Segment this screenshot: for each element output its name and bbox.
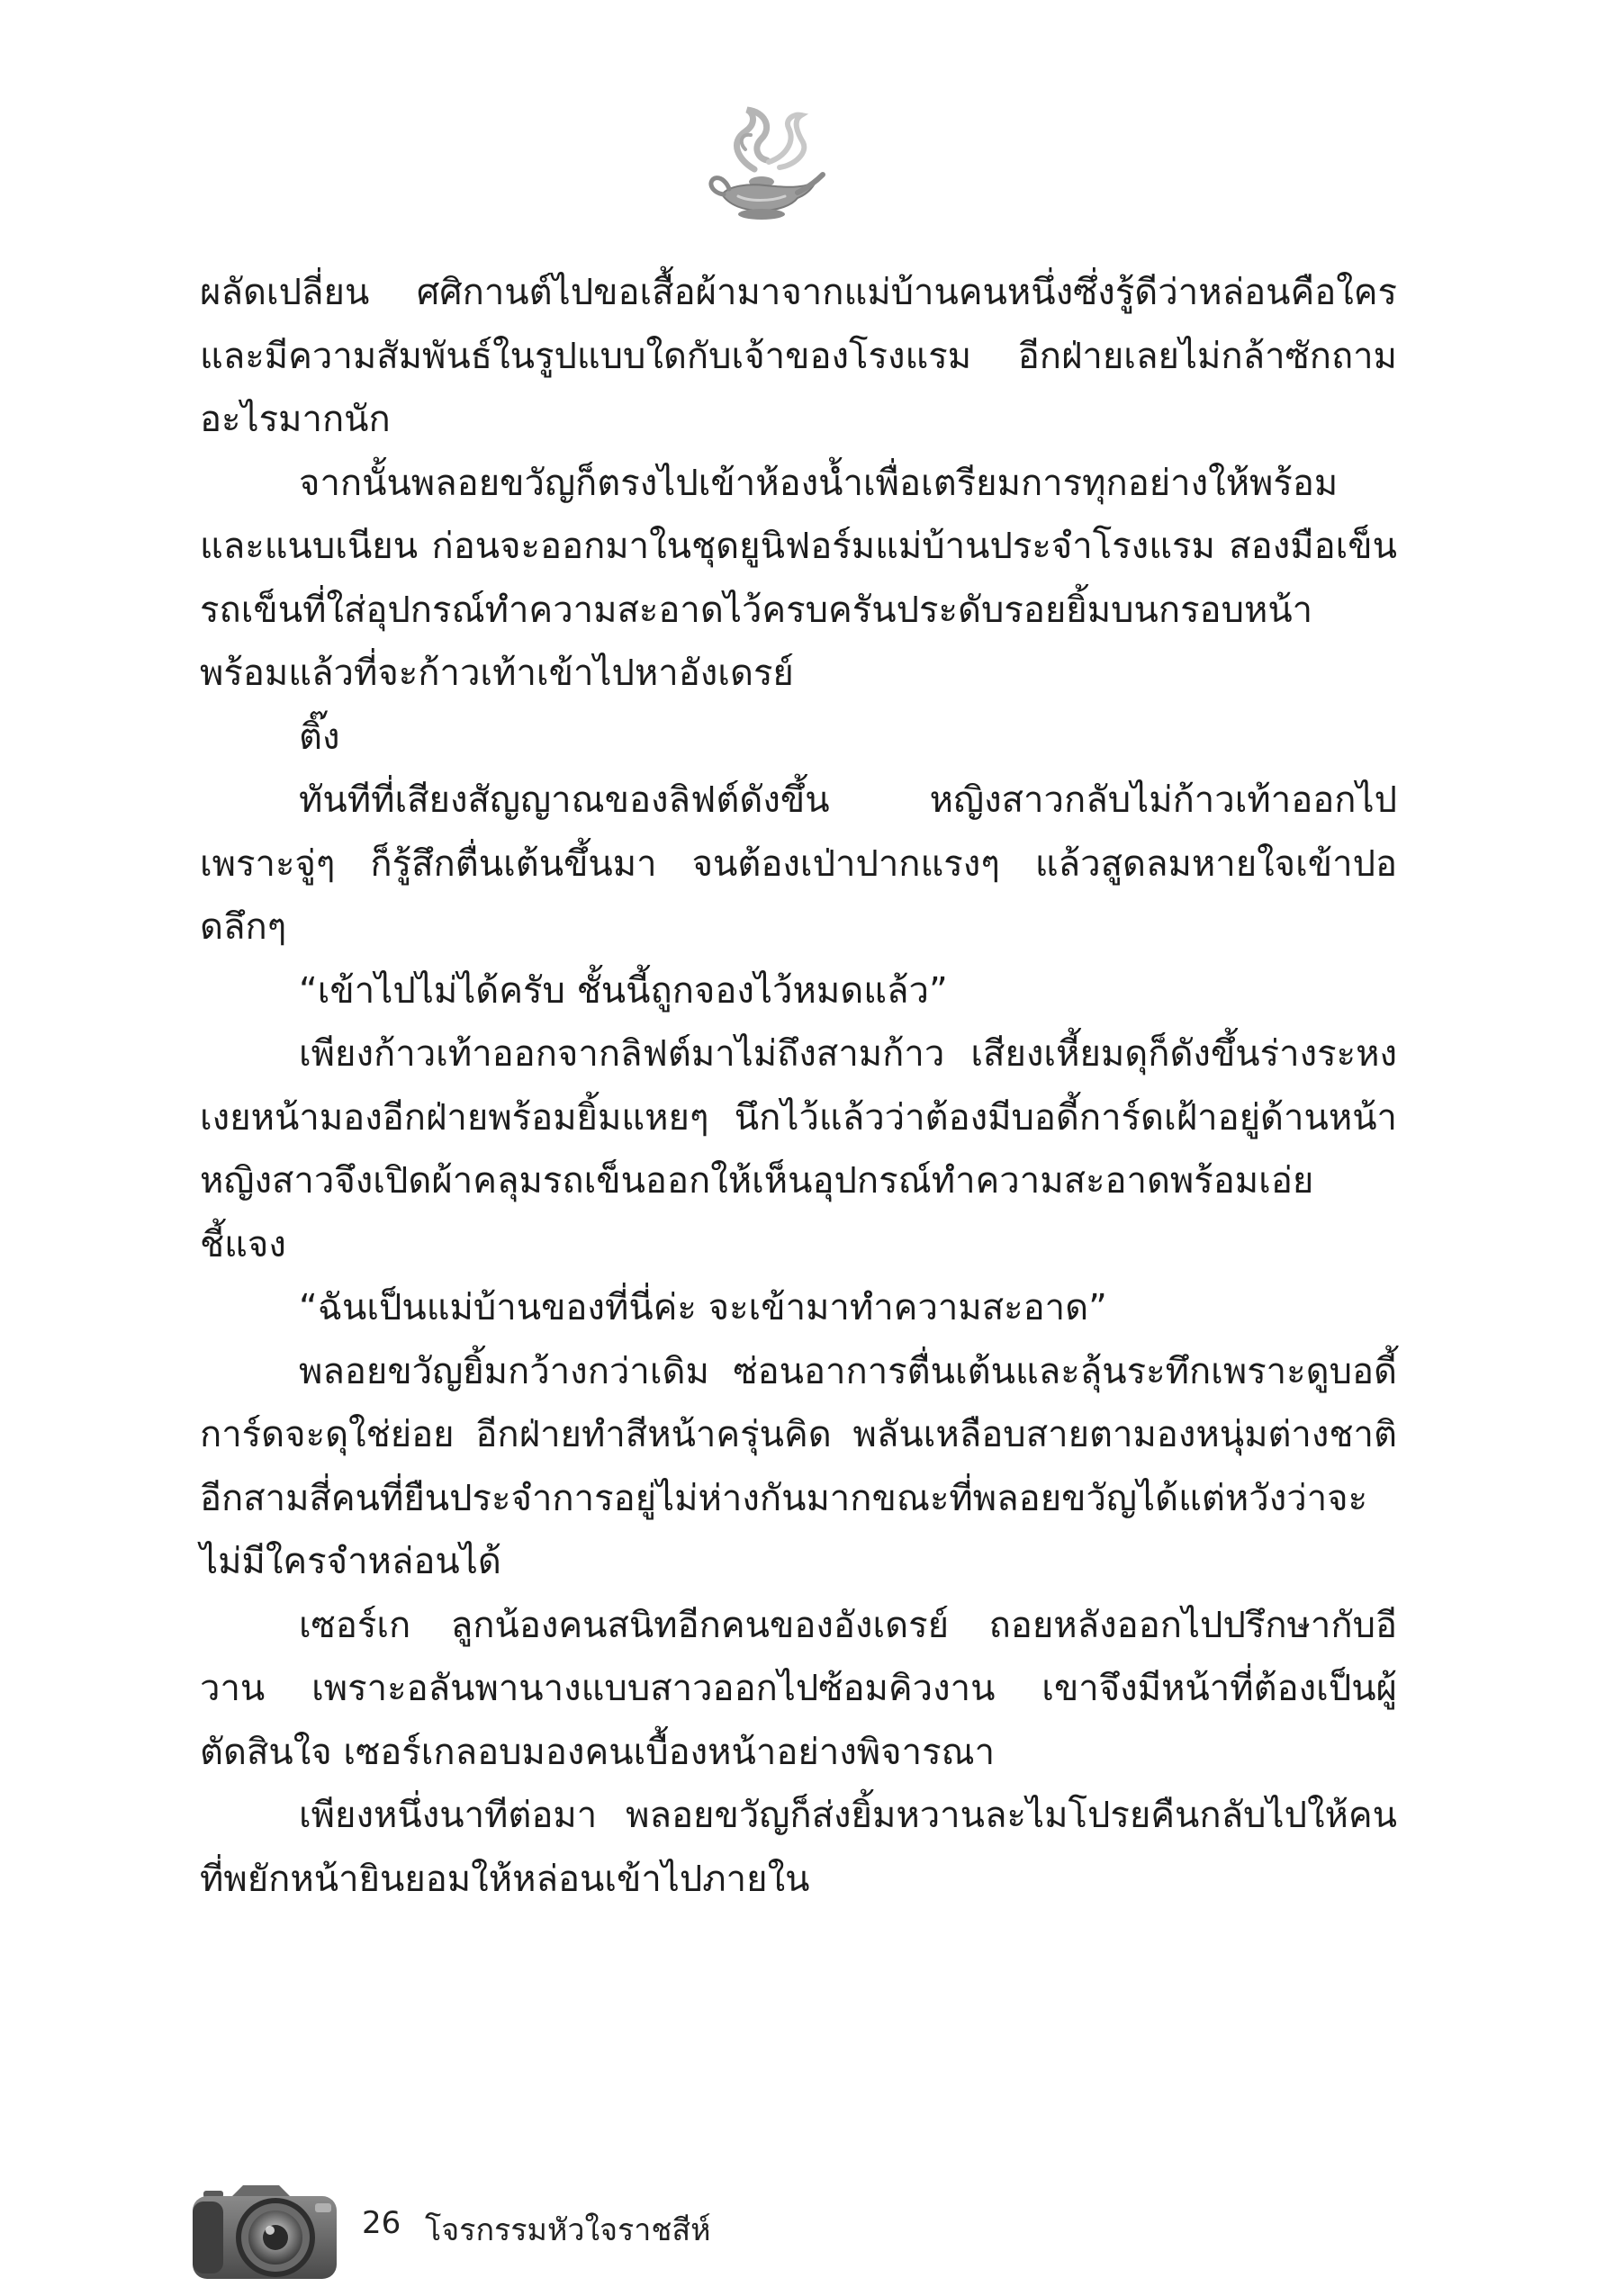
paragraph: เซอร์เก ลูกน้องคนสนิทอีกคนของอังเดรย์ ถอยหลังออกไปปรึกษากับอีวาน เพราะอลันพานางแบบสาวออกไปซ้อมคิวงาน เขาจึงมีหน้าที่ต้องเป็นผู้ตัดสินใจ เซอร์เกลอบมองคนเบื้องหน้าอย่างพิจารณา bbox=[200, 1604, 1397, 1773]
book-title: โจรกรรมหัวใจราชสีห์ bbox=[425, 2212, 711, 2248]
paragraph: เพียงก้าวเท้าออกจากลิฟต์มาไม่ถึงสามก้าว เสียงเหี้ยมดุก็ดังขึ้นร่างระหงเงยหน้ามองอีกฝ่ายพร้อมยิ้มแหยๆ นึกไว้แล้วว่าต้องมีบอดี้การ์ดเฝ้าอยู่ด้านหน้า หญิงสาวจึงเปิดผ้าคลุมรถเข็นออกให้เห็นอุปกรณ์ทำความสะอาดพร้อมเอ่ยชี้แจง bbox=[200, 1033, 1397, 1265]
body-text bbox=[200, 261, 1397, 1911]
paragraph: ทันทีที่เสียงสัญญาณของลิฟต์ดังขึ้น หญิงสาวกลับไม่ก้าวเท้าออกไป เพราะจู่ๆ ก็รู้สึกตื่นเต้นขึ้นมา จนต้องเป่าปากแรงๆ แล้วสูดลมหายใจเข้าปอดลึกๆ bbox=[200, 779, 1397, 948]
paragraph: จากนั้นพลอยขวัญก็ตรงไปเข้าห้องน้ำเพื่อเตรียมการทุกอย่างให้พร้อมและแนบเนียน ก่อนจะออกมาในชุดยูนิฟอร์มแม่บ้านประจำโรงแรม สองมือเข็นรถเข็นที่ใส่อุปกรณ์ทำความสะอาดไว้ครบครันประดับรอยยิ้มบนกรอบหน้า พร้อมแล้วที่จะก้าวเท้าเข้าไปหาอังเดรย์ bbox=[200, 462, 1397, 694]
paragraph: “ฉันเป็นแม่บ้านของที่นี่ค่ะ จะเข้ามาทำความสะอาด” bbox=[299, 1287, 1107, 1328]
paragraph: พลอยขวัญยิ้มกว้างกว่าเดิม ซ่อนอาการตื่นเต้นและลุ้นระทึกเพราะดูบอดี้การ์ดจะดุใช่ย่อย อีกฝ่ายทำสีหน้าครุ่นคิด พลันเหลือบสายตามองหนุ่มต่างชาติอีกสามสี่คนที่ยืนประจำการอยู่ไม่ห่างกันมากขณะที่พลอยขวัญได้แต่หวังว่าจะไม่มีใครจำหล่อนได้ bbox=[200, 1350, 1397, 1582]
paragraph: ติ๊ง bbox=[299, 716, 340, 758]
paragraph: เพียงหนึ่งนาทีต่อมา พลอยขวัญก็ส่งยิ้มหวานละไมโปรยคืนกลับไปให้คนที่พยักหน้ายินยอมให้หล่อนเข้าไปภายใน bbox=[200, 1795, 1397, 1900]
paragraph: ผลัดเปลี่ยน ศศิกานต์ไปขอเสื้อผ้ามาจากแม่บ้านคนหนึ่งซึ่งรู้ดีว่าหล่อนคือใคร และมีความสัมพันธ์ในรูปแบบใดกับเจ้าของโรงแรม อีกฝ่ายเลยไม่กล้าซักถามอะไรมากนัก bbox=[200, 272, 1397, 440]
page-footer bbox=[189, 2178, 999, 2286]
paragraph: “เข้าไปไม่ได้ครับ ชั้นนี้ถูกจองไว้หมดแล้ว” bbox=[299, 969, 948, 1012]
camera-icon bbox=[189, 2178, 351, 2286]
page-number: 26 bbox=[362, 2205, 401, 2241]
magic-lamp-icon bbox=[702, 106, 828, 232]
